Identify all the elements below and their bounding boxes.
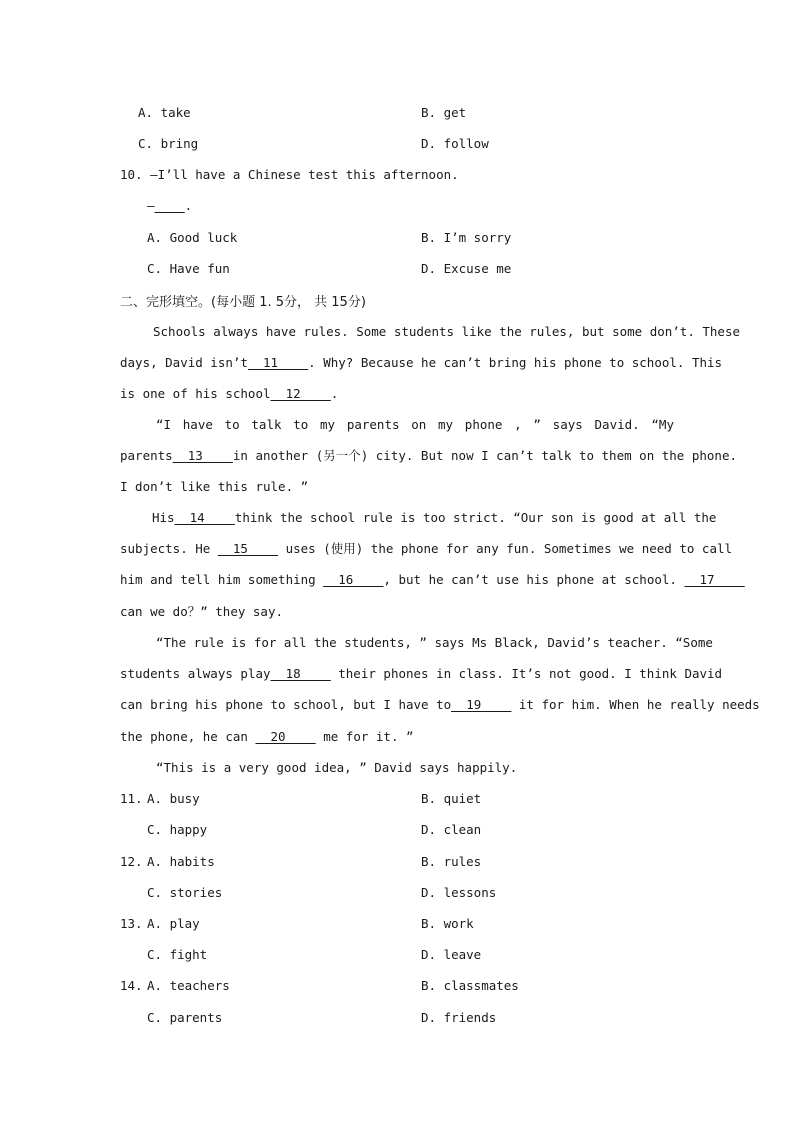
passage-paragraph-1 [120, 316, 740, 410]
passage-paragraph-3 [120, 502, 745, 627]
q14-option-d: D. friends [421, 1010, 497, 1025]
q11-option-b: B. quiet [421, 791, 482, 806]
q13-option-a: A. play [147, 916, 200, 931]
q13-option-c: C. fight [147, 947, 208, 962]
q14-option-b: B. classmates [421, 978, 519, 993]
blank-19: __19____ [451, 697, 512, 713]
q12-option-c: C. stories [147, 885, 223, 900]
blank-17: __17____ [684, 572, 745, 588]
q10-option-a: A. Good luck [147, 230, 238, 245]
q12-option-a: A. habits [147, 854, 215, 869]
q10-option-d: D. Excuse me [421, 261, 512, 276]
q9-option-c: C. bring [138, 136, 199, 151]
q13-option-b: B. work [421, 916, 474, 931]
passage-line: I don’t like this rule. ” [120, 479, 309, 495]
passage-line: “This is a very good idea, ” David says happily. [156, 760, 518, 775]
blank-15: __15____ [217, 541, 279, 557]
q10-option-c: C. Have fun [147, 261, 230, 276]
section-title: 二、完形填空。(每小题 1. 5分， 共 15分) [120, 295, 366, 310]
q9-option-b: B. get [421, 105, 467, 120]
q14-option-a: A. teachers [147, 978, 230, 993]
blank-12: __12____ [270, 386, 331, 402]
q13-option-d: D. leave [421, 947, 482, 962]
passage-paragraph-4 [120, 627, 760, 752]
passage-line: can bring his phone to school, but I have to__19____ it for him. When he really needs [120, 697, 760, 713]
blank-18: __18____ [270, 666, 331, 682]
q10-stem: 10. —I’ll have a Chinese test this afternoon. [120, 167, 459, 182]
passage-paragraph-2 [120, 409, 737, 503]
question-number: 13. [120, 916, 143, 931]
q12-option-b: B. rules [421, 854, 482, 869]
passage-line: Schools always have rules. Some students like the rules, but some don’t. These [153, 324, 740, 339]
passage-line: is one of his school__12____. [120, 386, 339, 402]
blank-14: __14____ [174, 510, 235, 525]
q9-option-d: D. follow [421, 136, 489, 151]
passage-paragraph-5 [120, 752, 674, 783]
q11-option-c: C. happy [147, 822, 208, 837]
q9-option-a: A. take [138, 105, 191, 120]
question-number: 14. [120, 978, 143, 993]
q10-blank: ____ [154, 198, 185, 213]
q10-reply [147, 198, 192, 213]
passage-line: the phone, he can __20____ me for it. ” [120, 728, 414, 744]
q10-option-b: B. I’m sorry [421, 230, 512, 245]
blank-16: __16____ [323, 572, 384, 588]
q14-option-c: C. parents [147, 1010, 223, 1025]
q12-option-d: D. lessons [421, 885, 497, 900]
q10-reply-end: . [184, 198, 193, 213]
passage-line: “I have to talk to my parents on my phone , ” says David. “My [156, 417, 674, 432]
question-number: 11. [120, 791, 143, 806]
q10-reply-dash: — [147, 198, 155, 213]
q11-option-a: A. busy [147, 791, 200, 806]
passage-line: His__14____think the school rule is too strict. “Our son is good at all the [152, 510, 717, 525]
passage-line: “The rule is for all the students, ” says Ms Black, David’s teacher. “Some [156, 635, 713, 650]
q11-option-d: D. clean [421, 822, 482, 837]
passage-line: students always play__18____ their phones in class. It’s not good. I think David [120, 666, 723, 682]
blank-11: __11____ [247, 355, 309, 371]
passage-line: him and tell him something __16____, but he can’t use his phone at school. __17____ [120, 572, 745, 588]
passage-line: parents__13____in another (另一个) city. But now I can’t talk to them on the phone. [120, 448, 737, 464]
question-number: 12. [120, 854, 143, 869]
blank-13: __13____ [172, 448, 233, 464]
passage-line: can we do？” they say. [120, 603, 284, 619]
passage-line: days, David isn’t__11____. Why? Because he can’t bring his phone to school. This [120, 355, 723, 371]
blank-20: __20____ [255, 728, 316, 744]
passage-line: subjects. He __15____ uses (使用) the phone for any fun. Sometimes we need to call [120, 541, 733, 557]
